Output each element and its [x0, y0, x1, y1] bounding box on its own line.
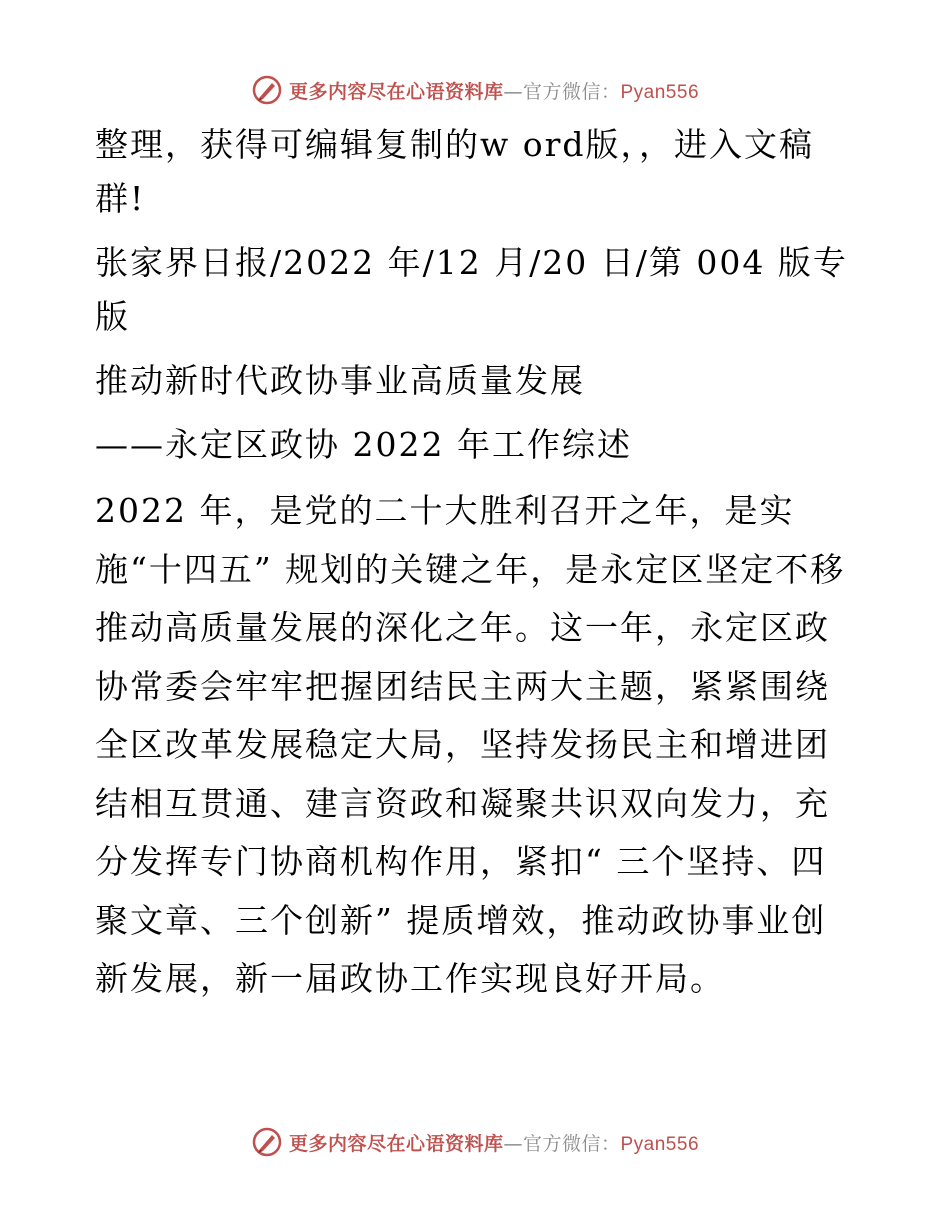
pen-logo-icon [251, 1126, 283, 1158]
paragraph-intro: 整理，获得可编辑复制的w ord版，，进入文稿群! [95, 125, 815, 218]
document-body [95, 118, 855, 1019]
banner-wechat-id: Pyan556 [620, 81, 700, 103]
article-title: 推动新时代政协事业高质量发展 [95, 361, 585, 400]
paragraph-body: 2022 年，是党的二十大胜利召开之年，是实施“十四五” 规划的关键之年，是永定区坚定不移推动高质量发展的深化之年。这一年，永定区政协常委会牢牢把握团结民主两大主题，紧紧围绕全区改革发展稳定大局，坚持发扬民主和增进团结相互贯通、建言资政和凝聚共识双向发力，充分发挥专门协商机构作用，紧扣“ 三个坚持、四聚文章、三个创新” 提质增效，推动政协事业创新发展，新一届政协工作实现良好开局。 [95, 491, 846, 998]
article-subtitle: ——永定区政协 2022 年工作综述 [95, 425, 632, 464]
banner-text [289, 77, 699, 104]
banner-dash: — [503, 80, 523, 103]
pen-logo-icon [251, 74, 283, 106]
banner-wechat-id: Pyan556 [620, 1133, 700, 1155]
banner-label: 官方微信： [522, 80, 621, 103]
paragraph-source: 张家界日报/2022 年/12 月/20 日/第 004 版专版 [95, 243, 848, 336]
banner-dash: — [503, 1132, 523, 1155]
banner-text [289, 1129, 699, 1156]
footer-banner [0, 1122, 950, 1162]
banner-main-text: 更多内容尽在心语资料库 [288, 1132, 504, 1155]
banner-main-text: 更多内容尽在心语资料库 [288, 80, 504, 103]
header-banner [0, 70, 950, 110]
banner-label: 官方微信： [522, 1132, 621, 1155]
